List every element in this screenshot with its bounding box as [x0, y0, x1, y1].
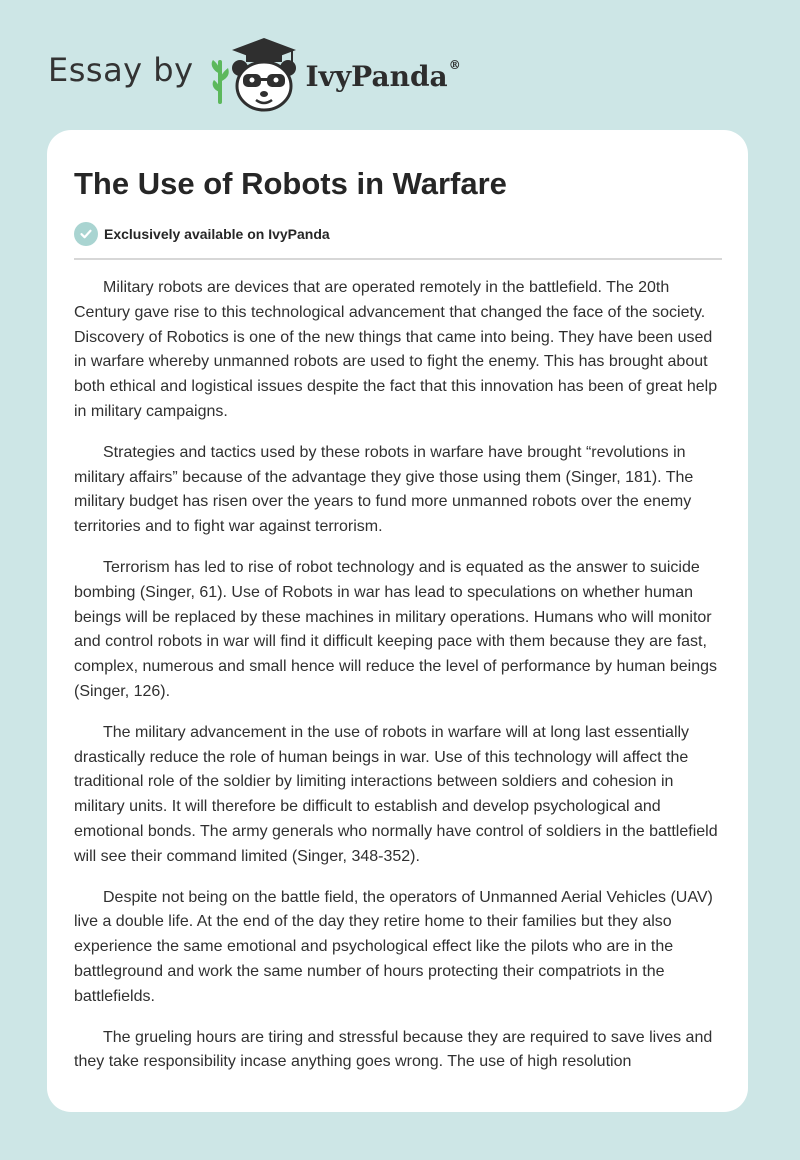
essay-body	[74, 276, 722, 1075]
essay-card	[47, 130, 748, 1112]
check-icon	[74, 222, 98, 246]
site-header-brand[interactable]	[48, 34, 461, 114]
brand-prefix: Essay by	[48, 51, 194, 89]
paragraph: The military advancement in the use of robots in warfare will at long last essentially drastically reduce the role of human beings in war. Use of this technology will affect the traditional role of the soldier by limiting interactions between soldiers and cohesion in military units. It will therefore be difficult to establish and develop psychological and emotional bonds. The army generals who normally have control of soldiers in the battlefield will see their command limited (Singer, 348-352).	[74, 723, 718, 865]
exclusive-label: Exclusively available on IvyPanda	[104, 226, 330, 242]
brand-name: IvyPanda®	[305, 58, 461, 93]
panda-logo-icon	[210, 34, 302, 114]
paragraph: The grueling hours are tiring and stressful because they are required to save lives and they take responsibility incase anything goes wrong. The use of high resolution	[74, 1028, 713, 1071]
paragraph: Despite not being on the battle field, the operators of Unmanned Aerial Vehicles (UAV) live a double life. At the end of the day they retire home to their families but they also experience the same emotional and psychological effect like the pilots who are in the battleground and work the same number of hours protecting their compatriots in the battlefields.	[74, 888, 713, 1005]
page-title: The Use of Robots in Warfare	[74, 166, 507, 201]
paragraph: Terrorism has led to rise of robot technology and is equated as the answer to suicide bombing (Singer, 61). Use of Robots in war has lead to speculations on whether human beings will be replaced by these machines in military operations. Humans who will monitor and control robots in war will find it difficult keeping pace with them because they are fast, complex, numerous and small hence will reduce the level of performance by human beings (Singer, 126).	[74, 558, 718, 700]
paragraph: Military robots are devices that are operated remotely in the battlefield. The 20th Century gave rise to this technological advancement that changed the face of the society. Discovery of Robotics is one of the new things that came into being. They have been used in warfare whereby unmanned robots are used to fight the enemy. This has brought about both ethical and logistical issues despite the fact that this innovation has been of great help in military campaigns.	[74, 279, 718, 420]
exclusive-badge	[74, 222, 722, 246]
paragraph: Strategies and tactics used by these robots in warfare have brought “revolutions in military affairs” because of the advantage they give those using them (Singer, 181). The military budget has risen over the years to fund more unmanned robots over the enemy territories and to fight war against terrorism.	[74, 443, 694, 536]
divider	[74, 258, 722, 260]
